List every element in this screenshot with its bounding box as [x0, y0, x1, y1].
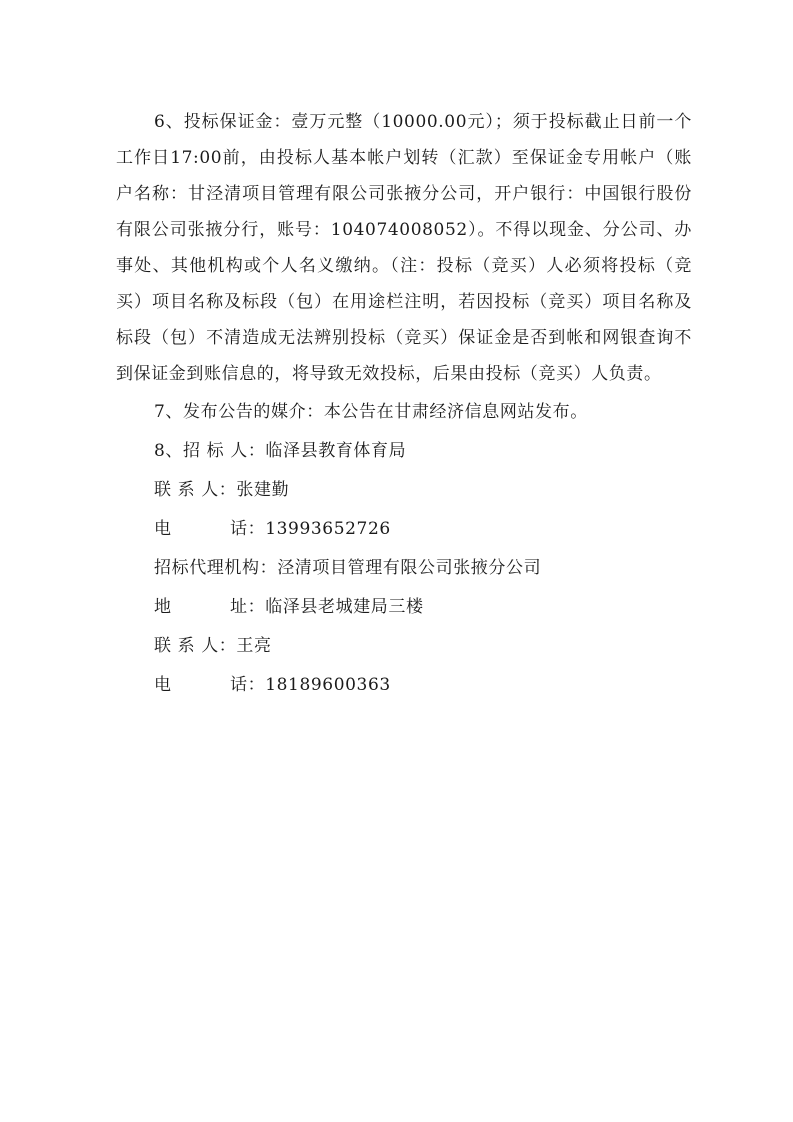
contact-value: 张建勤	[236, 480, 290, 500]
phone-label-suffix: 话：	[230, 519, 266, 539]
phone-label-char: 电	[154, 519, 171, 539]
phone-label-suffix: 话：	[230, 675, 266, 695]
phone-label	[154, 511, 230, 547]
agency-value: 泾清项目管理有限公司张掖分公司	[277, 558, 542, 578]
contact-value: 王亮	[236, 636, 272, 656]
address-label-char: 地	[154, 597, 171, 617]
phone-value: 13993652726	[265, 519, 391, 539]
tenderer-contact-line	[116, 472, 692, 508]
tenderer-phone-line	[116, 511, 692, 547]
agency-address-line	[116, 589, 692, 625]
agency-contact-line	[116, 628, 692, 664]
contact-label: 联 系 人：	[154, 480, 237, 500]
address-value: 临泽县老城建局三楼	[265, 597, 424, 617]
document-body	[116, 104, 692, 706]
phone-label-char: 电	[154, 675, 171, 695]
phone-label	[154, 667, 230, 703]
tenderer-line: 8、招 标 人：临泽县教育体育局	[154, 441, 407, 461]
phone-value: 18189600363	[265, 675, 391, 695]
agency-label: 招标代理机构：	[154, 558, 278, 578]
address-label-suffix: 址：	[230, 597, 266, 617]
contact-label: 联 系 人：	[154, 636, 237, 656]
media-paragraph: 7、发布公告的媒介：本公告在甘肃经济信息网站发布。	[154, 402, 588, 422]
agency-name-line	[116, 550, 692, 586]
agency-phone-line	[116, 667, 692, 703]
bid-bond-paragraph: 6、投标保证金：壹万元整（10000.00元）；须于投标截止日前一个工作日17:00前，由投标人基本帐户划转（汇款）至保证金专用帐户（账户名称：甘泾清项目管理有限公司张掖分公司，开户银行：中国银行股份有限公司张掖分行，账号：104074008052）。不得以现金、分公司、办事处、其他机构或个人名义缴纳。（注：投标（竞买）人必须将投标（竞买）项目名称及标段（包）在用途栏注明，若因投标（竞买）项目名称及标段（包）不清造成无法辨别投标（竞买）保证金是否到帐和网银查询不到保证金到账信息的，将导致无效投标，后果由投标（竞买）人负责。	[116, 112, 692, 384]
address-label	[154, 589, 230, 625]
